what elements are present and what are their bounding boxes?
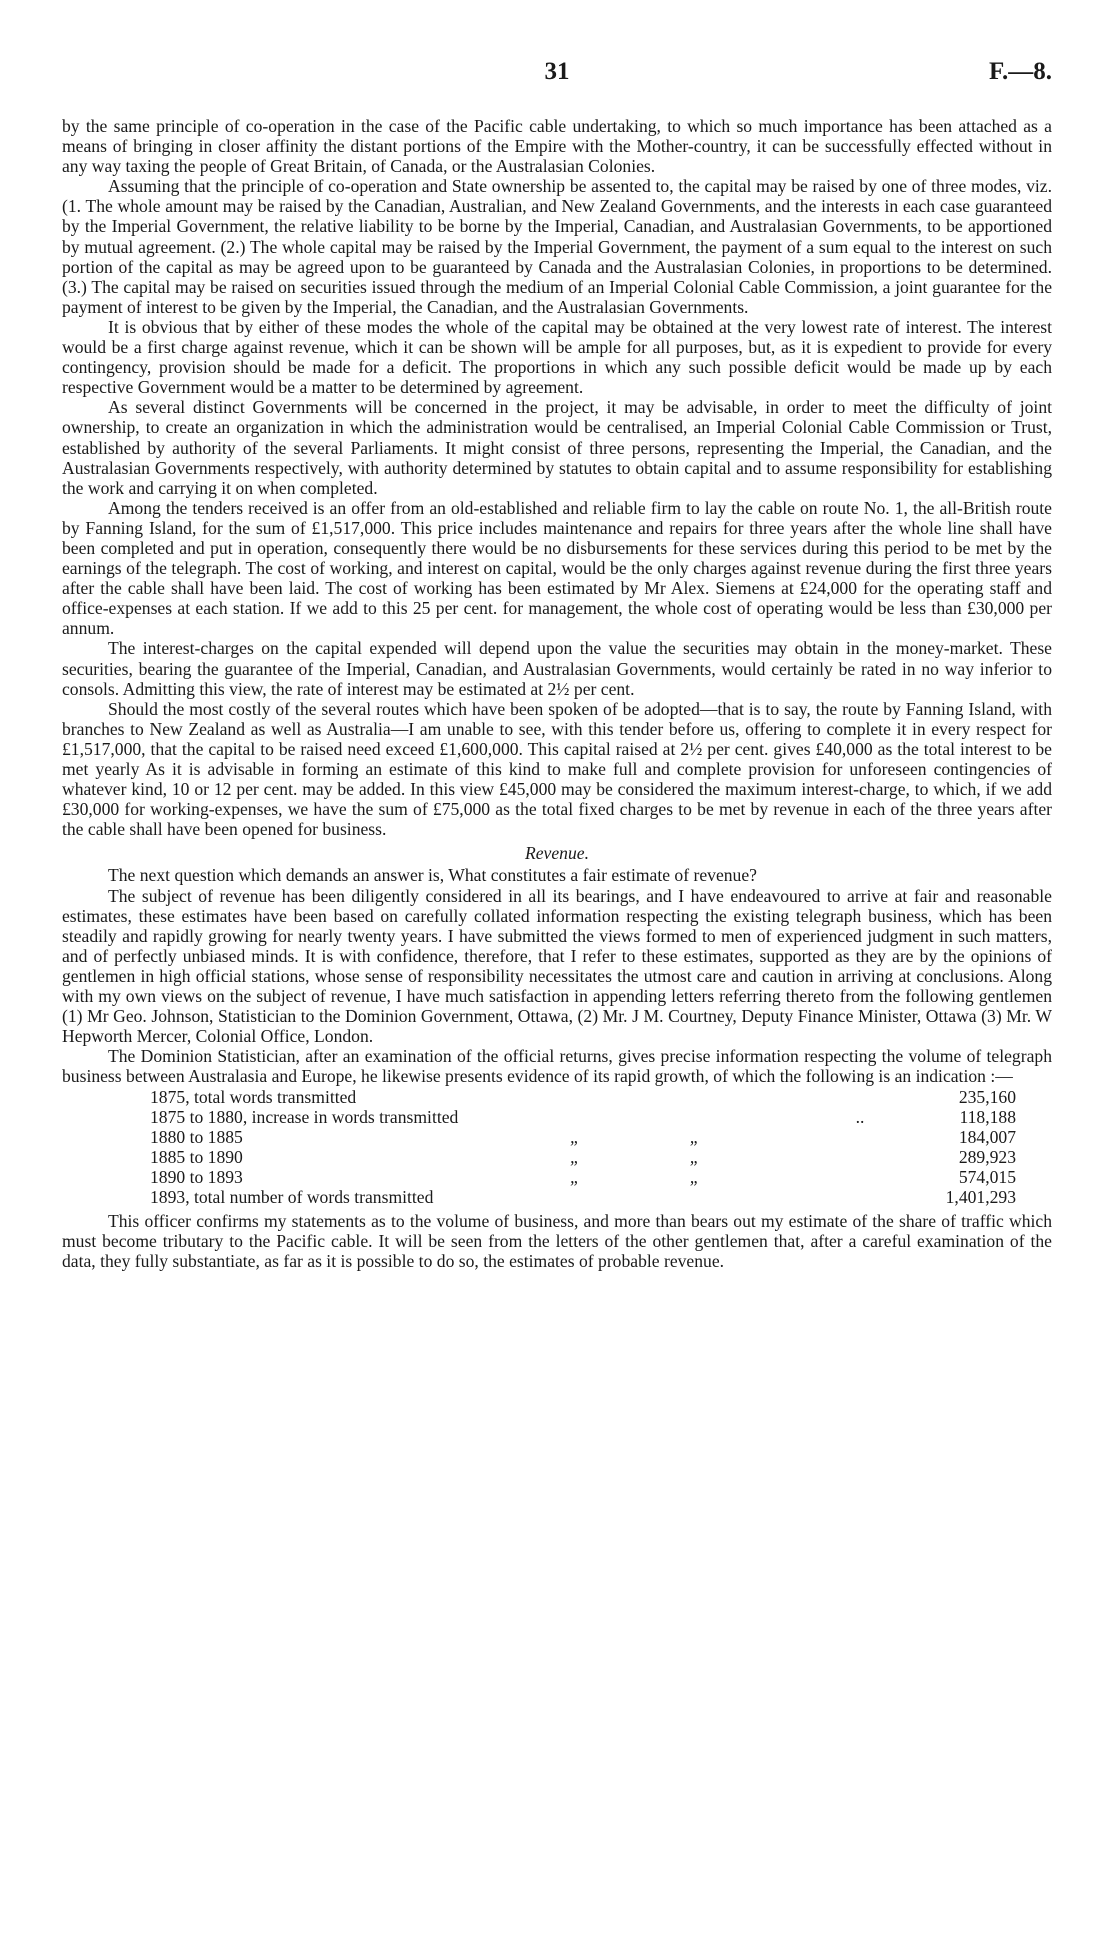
stats-period: 1890 to 1893 <box>150 1166 243 1187</box>
paragraph-statistician: The Dominion Statistician, after an examination of the official returns, gives precise information respecting the volume of telegraph business between Australasia and Europe, he likewise presents evidence of its rapid growth, of which the following is an indication :— <box>62 1046 1052 1087</box>
page-number: 31 <box>544 58 570 85</box>
stats-leader <box>830 1147 890 1167</box>
paragraph-continuation: by the same principle of co-operation in the case of the Pacific cable undertaking, to which so much importance has been attached as a means of bringing in closer affinity the distant portions of the Empire with the Mother-country, it can be successfully effected without in any way taxing the people of Great Britain, of Canada, or the Australasian Colonies. <box>62 116 1052 177</box>
paragraph-commission: As several distinct Governments will be concerned in the project, it may be advisable, in order to meet the difficulty of joint ownership, to create an organization in which the administration would be centralised, an Imperial Colonial Cable Commission or Trust, established by authority of the several Parliaments. It might consist of three persons, representing the Imperial, the Canadian, and the Australasian Governments respectively, with authority determined by statutes to obtain capital and to assume responsibility for establishing the work and carrying it on when completed. <box>62 397 1052 498</box>
paragraph-costly-route: Should the most costly of the several routes which have been spoken of be adopted—that is to say, the route by Fanning Island, with branches to New Zealand as well as Australia—I am unable to see, with this tender before us, offering to complete it in every respect for £1,517,000, that the capital to be raised need exceed £1,600,000. This capital raised at 2½ per cent. gives £40,000 as the total interest to be met yearly As it is advisable in forming an estimate of this kind to make full and complete provision for unforeseen contingencies of whatever kind, 10 or 12 per cent. may be added. In this view £45,000 may be considered the maximum interest-charge, to which, if we add £30,000 for working-expenses, we have the sum of £75,000 as the total fixed charges to be met by revenue in each of the three years after the cable shall have been opened for business. <box>62 698 1052 840</box>
stats-leader <box>830 1187 890 1207</box>
stats-ditto: „ „ <box>570 1166 700 1187</box>
paragraph-revenue-question: The next question which demands an answer is, What constitutes a fair estimate of revenue? <box>108 865 757 886</box>
stats-value: 184,007 <box>958 1126 1016 1147</box>
paragraph-tenders: Among the tenders received is an offer from an old-established and reliable firm to lay the cable on route No. 1, the all-British route by Fanning Island, for the sum of £1,517,000. This price includes maintenance and repairs for three years after the whole line shall have been completed and put in operation, consequently there would be no disbursements for these services during this period to be met by the earnings of the telegraph. The cost of working, and interest on capital, would be the only charges against revenue during the first three years after the cable shall have been laid. The cost of working has been estimated by Mr Alex. Siemens at £24,000 for the operating staff and office-expenses at each station. If we add to this 25 per cent. for management, the whole cost of operating would be less than £30,000 per annum. <box>62 497 1052 639</box>
paragraph-revenue-subject: The subject of revenue has been diligently considered in all its bearings, and I have endeavoured to arrive at fair and reasonable estimates, these estimates have been based on carefully collated information respecting the existing telegraph business, which has been steadily and rapidly growing for nearly twenty years. I have submitted the views formed to men of experienced judgment in such matters, and of perfectly unbiased minds. It is with confidence, therefore, that I refer to these estimates, supported as they are by the opinions of gentlemen in high official stations, whose sense of responsibility necessitates the utmost care and caution in arriving at conclusions. Along with my own views on the subject of revenue, I have much satisfaction in appending letters referring thereto from the following gentlemen (1) Mr Geo. Johnson, Statistician to the Dominion Government, Ottawa, (2) Mr. J M. Courtney, Deputy Finance Minister, Ottawa (3) Mr. W Hepworth Mercer, Colonial Office, London. <box>62 885 1052 1047</box>
stats-leader <box>830 1167 890 1187</box>
paragraph-closing: This officer confirms my statements as to the volume of business, and more than bears out my estimate of the share of traffic which must become tributary to the Pacific cable. It will be seen from the letters of the other gentlemen that, after a careful examination of the data, they fully substantiate, as far as it is possible to do so, the estimates of probable revenue. <box>62 1211 1052 1272</box>
stats-value: 574,015 <box>958 1166 1016 1187</box>
stats-value: 289,923 <box>958 1146 1016 1167</box>
stats-leader <box>830 1127 890 1147</box>
table-row <box>150 1087 1016 1107</box>
paragraph-capital-modes: Assuming that the principle of co-operation and State ownership be assented to, the capital may be raised by one of three modes, viz. (1. The whole amount may be raised by the Canadian, Australian, and New Zealand Governments, and the interests in each case guaranteed by the Imperial Government, the relative liability to be borne by the Imperial, Canadian, and Australasian Governments, to be apportioned by mutual agreement. (2.) The whole capital may be raised by the Imperial Government, the payment of a sum equal to the interest on such portion of the capital as may be agreed upon to be guaranteed by Canada and the Australasian Colonies, in proportions to be determined. (3.) The capital may be raised on securities issued through the medium of an Imperial Colonial Cable Commission, a joint guarantee for the payment of interest to be given by the Imperial, the Canadian, and the Australasian Governments. <box>62 176 1052 317</box>
telegraph-statistics-table <box>150 1087 1016 1208</box>
table-row <box>150 1167 1016 1187</box>
table-row <box>150 1107 1016 1127</box>
section-heading-revenue: Revenue. <box>525 843 589 864</box>
stats-ditto <box>530 1187 830 1207</box>
stats-period: 1875 to 1880, increase in words transmitted <box>150 1106 459 1127</box>
stats-ditto <box>530 1087 830 1107</box>
table-row <box>150 1187 1016 1207</box>
stats-leader <box>830 1087 890 1107</box>
stats-ditto: „ „ <box>570 1146 700 1167</box>
stats-ditto <box>530 1107 830 1127</box>
table-row <box>150 1147 1016 1167</box>
stats-value: 1,401,293 <box>945 1186 1016 1207</box>
body-text <box>62 116 1052 1271</box>
paragraph-interest-charges: The interest-charges on the capital expended will depend upon the value the securities may obtain in the money-market. These securities, bearing the guarantee of the Imperial, Canadian, and Australasian Governments, would certainly be rated in no way inferior to consols. Admitting this view, the rate of interest may be estimated at 2½ per cent. <box>62 638 1052 699</box>
table-row <box>150 1127 1016 1147</box>
stats-period: 1875, total words transmitted <box>150 1086 357 1107</box>
stats-value: 118,188 <box>959 1106 1016 1127</box>
stats-leader: .. <box>855 1106 865 1127</box>
paragraph-interest-rate: It is obvious that by either of these modes the whole of the capital may be obtained at the very lowest rate of interest. The interest would be a first charge against revenue, which it can be shown will be ample for all purposes, but, as it is expedient to provide for every contingency, provision should be made for a deficit. The proportions in which any such possible deficit would be made up by each respective Government would be a matter to be determined by agreement. <box>62 316 1052 398</box>
page-header <box>62 58 1052 98</box>
stats-period: 1893, total number of words transmitted <box>150 1186 434 1207</box>
stats-period: 1885 to 1890 <box>150 1146 243 1167</box>
stats-ditto: „ „ <box>570 1126 700 1147</box>
stats-value: 235,160 <box>958 1086 1016 1107</box>
document-reference: F.—8. <box>989 58 1052 85</box>
stats-period: 1880 to 1885 <box>150 1126 243 1147</box>
